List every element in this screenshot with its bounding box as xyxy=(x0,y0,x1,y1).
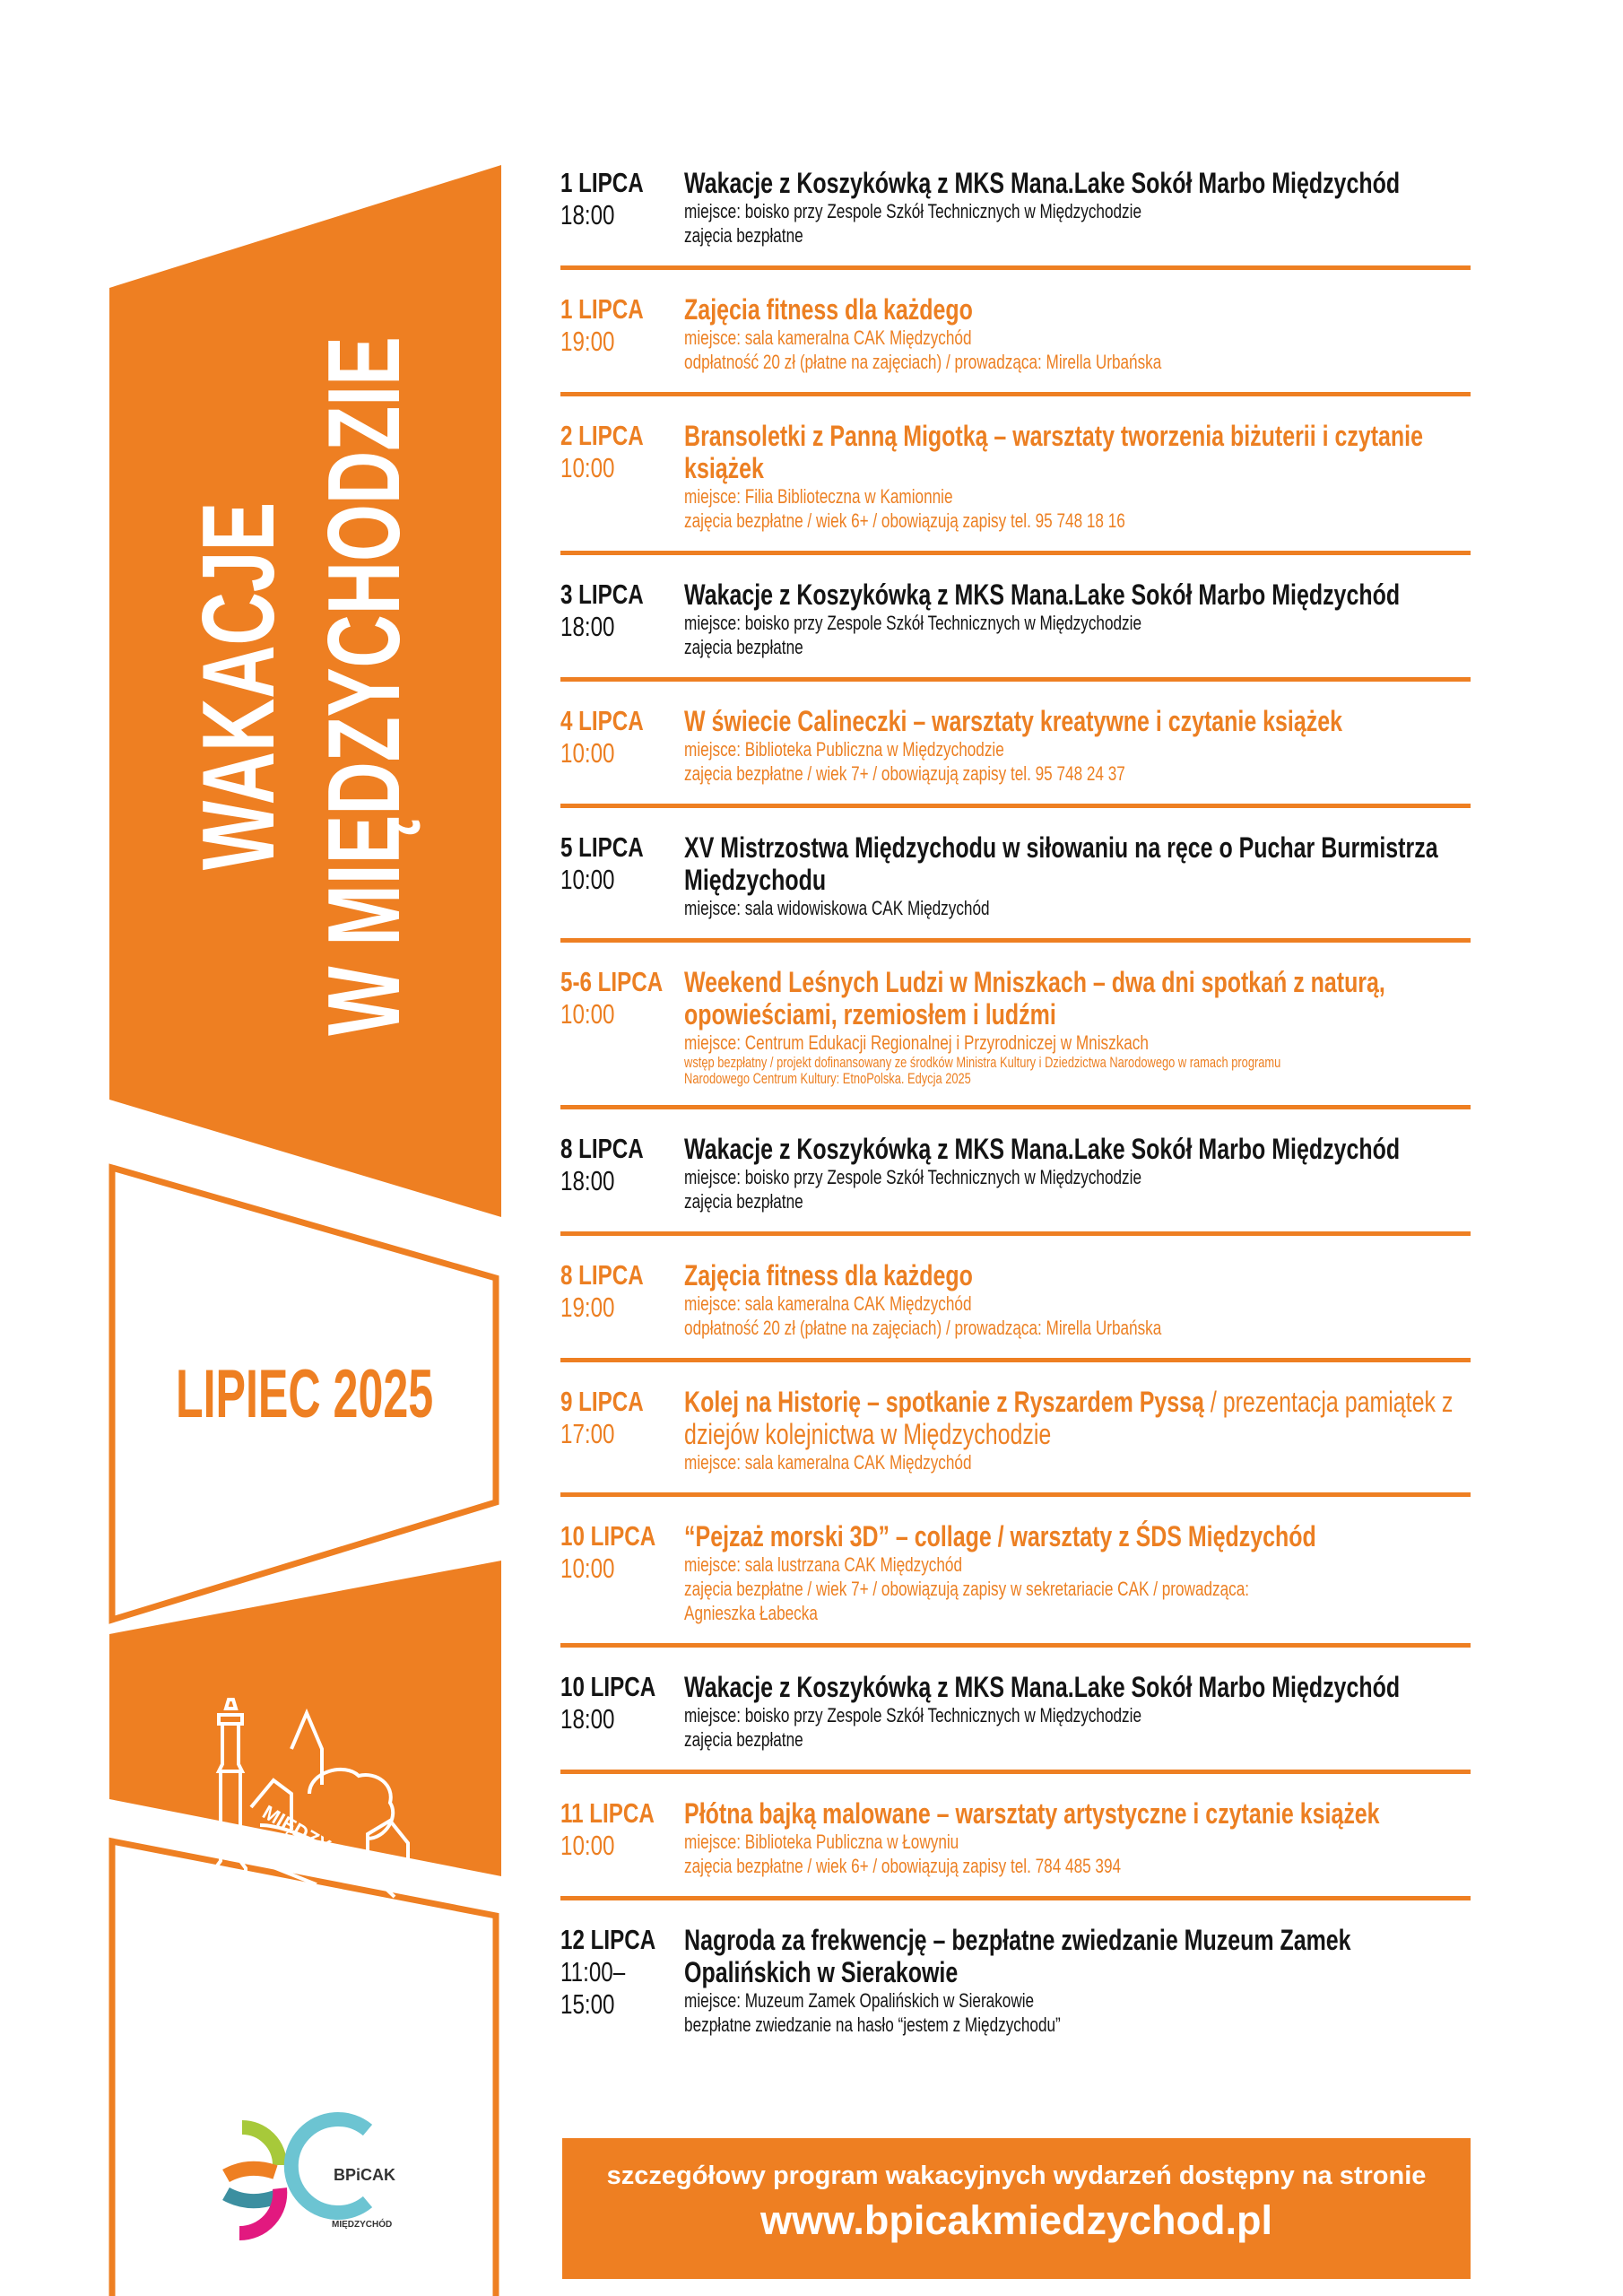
poster-title-line1: WAKACJE xyxy=(182,501,296,871)
footer-info xyxy=(562,2161,1471,2191)
event-time: 18:00 xyxy=(560,611,615,642)
city-logo-slogan: miasto z pompą xyxy=(260,1910,410,1933)
event-when xyxy=(560,966,684,1087)
event-details xyxy=(684,705,1468,786)
event-body xyxy=(560,1797,1471,1878)
event-title-main: Wakacje z Koszykówką z MKS Mana.Lake Sokół Marbo Międzychód xyxy=(684,1671,1401,1703)
event-info-line: miejsce: boisko przy Zespole Szkół Technicznych w Międzychodzie xyxy=(684,612,1141,634)
event-item xyxy=(560,1900,1471,2055)
event-details xyxy=(684,293,1468,374)
event-item xyxy=(560,943,1471,1109)
event-when xyxy=(560,1797,684,1878)
event-body xyxy=(560,831,1471,920)
event-details xyxy=(684,578,1468,659)
event-title xyxy=(684,293,1468,326)
event-list xyxy=(560,144,1471,2055)
event-when xyxy=(560,1924,684,2037)
event-title xyxy=(684,1259,1468,1292)
event-time: 18:00 xyxy=(560,1165,615,1196)
event-info-line: zajęcia bezpłatne / wiek 7+ / obowiązują zapisy w sekretariacie CAK / prowadząca: xyxy=(684,1578,1250,1600)
event-when xyxy=(560,1386,684,1474)
event-time: 19:00 xyxy=(560,1292,615,1323)
event-body xyxy=(560,1386,1471,1474)
event-body xyxy=(560,1520,1471,1625)
footer-banner xyxy=(562,2138,1471,2279)
event-body xyxy=(560,578,1471,659)
event-info-line: zajęcia bezpłatne xyxy=(684,636,803,658)
poster-title xyxy=(177,148,428,1224)
event-info-line: Agnieszka Łabecka xyxy=(684,1602,818,1624)
event-title xyxy=(684,705,1468,737)
event-details xyxy=(684,1133,1468,1213)
event-title-main: Wakacje z Koszykówką z MKS Mana.Lake Sokół Marbo Międzychód xyxy=(684,167,1401,199)
event-info-line: zajęcia bezpłatne xyxy=(684,1728,803,1751)
event-item xyxy=(560,1648,1471,1774)
event-body xyxy=(560,966,1471,1087)
event-item xyxy=(560,555,1471,682)
event-title-main: “Pejzaż morski 3D” – collage / warsztaty z ŚDS Międzychód xyxy=(684,1520,1316,1552)
event-info-line: miejsce: sala kameralna CAK Międzychód xyxy=(684,1451,972,1474)
event-time: 17:00 xyxy=(560,1418,615,1449)
event-details xyxy=(684,1386,1468,1474)
event-note-line: Narodowego Centrum Kultury: EtnoPolska. Edycja 2025 xyxy=(684,1071,971,1087)
event-item xyxy=(560,270,1471,396)
event-body xyxy=(560,293,1471,374)
event-date: 1 LIPCA xyxy=(560,167,644,198)
event-date: 8 LIPCA xyxy=(560,1259,644,1291)
event-time: 19:00 xyxy=(560,326,615,357)
event-when xyxy=(560,293,684,374)
event-info-line: miejsce: Biblioteka Publiczna w Międzychodzie xyxy=(684,738,1004,761)
event-item xyxy=(560,144,1471,270)
event-time: 18:00 xyxy=(560,1703,615,1735)
event-body xyxy=(560,167,1471,248)
event-details xyxy=(684,420,1468,533)
event-title-main: W świecie Calineczki – warsztaty kreatywne i czytanie książek xyxy=(684,705,1342,737)
event-title xyxy=(684,1133,1468,1165)
event-when xyxy=(560,1520,684,1625)
event-when xyxy=(560,705,684,786)
event-body xyxy=(560,420,1471,533)
event-title xyxy=(684,1520,1468,1552)
event-date: 4 LIPCA xyxy=(560,705,644,736)
event-title xyxy=(684,420,1468,484)
month-label xyxy=(108,1354,502,1435)
event-title-main: Wakacje z Koszykówką z MKS Mana.Lake Sokół Marbo Międzychód xyxy=(684,1133,1401,1165)
event-item xyxy=(560,396,1471,555)
event-when xyxy=(560,1133,684,1213)
event-info-line: miejsce: boisko przy Zespole Szkół Technicznych w Międzychodzie xyxy=(684,1166,1141,1188)
event-when xyxy=(560,420,684,533)
event-when xyxy=(560,831,684,920)
event-details xyxy=(684,966,1468,1087)
event-info-line: miejsce: sala kameralna CAK Międzychód xyxy=(684,1292,972,1315)
bpicak-logo-text: BPiCAK xyxy=(334,2166,396,2184)
event-title-main: Nagroda za frekwencję – bezpłatne zwiedzanie Muzeum Zamek Opalińskich w Sierakowie xyxy=(684,1924,1351,1988)
event-item xyxy=(560,1774,1471,1900)
event-time: 10:00 xyxy=(560,1830,615,1861)
event-info-line: miejsce: sala widowiskowa CAK Międzychód xyxy=(684,897,990,919)
event-title xyxy=(684,1797,1468,1830)
event-date: 5-6 LIPCA xyxy=(560,966,664,997)
event-date: 12 LIPCA xyxy=(560,1924,656,1955)
event-title-main: Bransoletki z Panną Migotką – warsztaty tworzenia biżuterii i czytanie książek xyxy=(684,420,1423,484)
event-date: 2 LIPCA xyxy=(560,420,644,451)
event-title-main: Weekend Leśnych Ludzi w Mniszkach – dwa dni spotkań z naturą, opowieściami, rzemiosłem i ludźmi xyxy=(684,966,1385,1031)
event-title-main: Zajęcia fitness dla każdego xyxy=(684,293,973,326)
event-time: 10:00 xyxy=(560,998,615,1030)
event-info-line: zajęcia bezpłatne / wiek 6+ / obowiązują zapisy tel. 784 485 394 xyxy=(684,1855,1122,1877)
event-details xyxy=(684,831,1468,920)
city-logo-name: MIĘDZYCHÓD xyxy=(258,1800,386,1887)
event-when xyxy=(560,578,684,659)
event-info-line: miejsce: sala lustrzana CAK Międzychód xyxy=(684,1553,963,1576)
event-date: 1 LIPCA xyxy=(560,293,644,325)
event-info-line: miejsce: Muzeum Zamek Opalińskich w Sierakowie xyxy=(684,1989,1035,2012)
event-item xyxy=(560,682,1471,808)
event-time: 10:00 xyxy=(560,1552,615,1584)
event-when xyxy=(560,167,684,248)
footer-url[interactable] xyxy=(562,2197,1471,2244)
event-time: 11:00– 15:00 xyxy=(560,1956,626,2020)
event-title-main: Zajęcia fitness dla każdego xyxy=(684,1259,973,1292)
event-info-line: miejsce: boisko przy Zespole Szkół Technicznych w Międzychodzie xyxy=(684,1704,1141,1726)
event-title xyxy=(684,1671,1468,1703)
event-details xyxy=(684,167,1468,248)
event-when xyxy=(560,1671,684,1752)
event-info-line: miejsce: boisko przy Zespole Szkół Technicznych w Międzychodzie xyxy=(684,200,1141,222)
event-time: 10:00 xyxy=(560,737,615,769)
event-info-line: odpłatność 20 zł (płatne na zajęciach) / prowadząca: Mirella Urbańska xyxy=(684,351,1162,373)
event-item xyxy=(560,808,1471,943)
event-title-main: XV Mistrzostwa Międzychodu w siłowaniu na ręce o Puchar Burmistrza Międzychodu xyxy=(684,831,1438,896)
event-note-line: wstęp bezpłatny / projekt dofinansowany ze środków Ministra Kultury i Dziedzictwa Narodowego w ramach programu xyxy=(684,1055,1281,1071)
event-date: 10 LIPCA xyxy=(560,1520,656,1552)
event-info-line: zajęcia bezpłatne xyxy=(684,1190,803,1213)
event-title xyxy=(684,966,1468,1031)
event-details xyxy=(684,1259,1468,1340)
event-title xyxy=(684,1924,1468,1988)
event-info-line: zajęcia bezpłatne xyxy=(684,224,803,247)
event-info-line: odpłatność 20 zł (płatne na zajęciach) / prowadząca: Mirella Urbańska xyxy=(684,1317,1162,1339)
event-when xyxy=(560,1259,684,1340)
event-item xyxy=(560,1362,1471,1497)
event-body xyxy=(560,1671,1471,1752)
event-title-main: Płótna bajką malowane – warsztaty artystyczne i czytanie książek xyxy=(684,1797,1380,1830)
event-item xyxy=(560,1109,1471,1236)
event-info-line: zajęcia bezpłatne / wiek 7+ / obowiązują zapisy tel. 95 748 24 37 xyxy=(684,762,1125,785)
event-details xyxy=(684,1671,1468,1752)
event-details xyxy=(684,1797,1468,1878)
event-info-line: miejsce: sala kameralna CAK Międzychód xyxy=(684,326,972,349)
event-info-line: miejsce: Centrum Edukacji Regionalnej i Przyrodniczej w Mniszkach xyxy=(684,1031,1149,1054)
poster-title-line2: W MIĘDZYCHODZIE xyxy=(308,336,421,1036)
event-time: 10:00 xyxy=(560,452,615,483)
event-title xyxy=(684,1386,1468,1450)
event-date: 10 LIPCA xyxy=(560,1671,656,1702)
event-body xyxy=(560,705,1471,786)
event-title xyxy=(684,831,1468,896)
month-text: LIPIEC 2025 xyxy=(176,1356,434,1432)
event-date: 5 LIPCA xyxy=(560,831,644,863)
event-date: 11 LIPCA xyxy=(560,1797,655,1829)
footer-info-text: szczegółowy program wakacyjnych wydarzeń dostępny na stronie xyxy=(606,2161,1427,2190)
event-body xyxy=(560,1924,1471,2037)
event-title-extra: / prezentacja pamiątek z dziejów kolejnictwa w Międzychodzie xyxy=(684,1386,1454,1450)
event-time: 18:00 xyxy=(560,199,615,230)
event-item xyxy=(560,1236,1471,1362)
event-date: 8 LIPCA xyxy=(560,1133,644,1164)
event-title xyxy=(684,167,1468,199)
footer-url-link[interactable]: www.bpicakmiedzychod.pl xyxy=(760,2197,1272,2243)
event-item xyxy=(560,1497,1471,1648)
event-body xyxy=(560,1259,1471,1340)
event-title-main: Kolej na Historię – spotkanie z Ryszardem Pyssą xyxy=(684,1386,1204,1418)
event-info-line: zajęcia bezpłatne / wiek 6+ / obowiązują zapisy tel. 95 748 18 16 xyxy=(684,509,1125,532)
bpicak-logo-subtext: MIĘDZYCHÓD xyxy=(332,2220,393,2230)
event-date: 3 LIPCA xyxy=(560,578,644,610)
event-title xyxy=(684,578,1468,611)
event-info-line: miejsce: Filia Biblioteczna w Kamionnie xyxy=(684,485,953,508)
event-body xyxy=(560,1133,1471,1213)
event-details xyxy=(684,1520,1468,1625)
event-time: 10:00 xyxy=(560,864,615,895)
event-date: 9 LIPCA xyxy=(560,1386,644,1417)
event-title-main: Wakacje z Koszykówką z MKS Mana.Lake Sokół Marbo Międzychód xyxy=(684,578,1401,611)
event-details xyxy=(684,1924,1468,2037)
event-info-line: bezpłatne zwiedzanie na hasło “jestem z Międzychodu” xyxy=(684,2013,1061,2036)
event-info-line: miejsce: Biblioteka Publiczna w Łowyniu xyxy=(684,1831,959,1853)
